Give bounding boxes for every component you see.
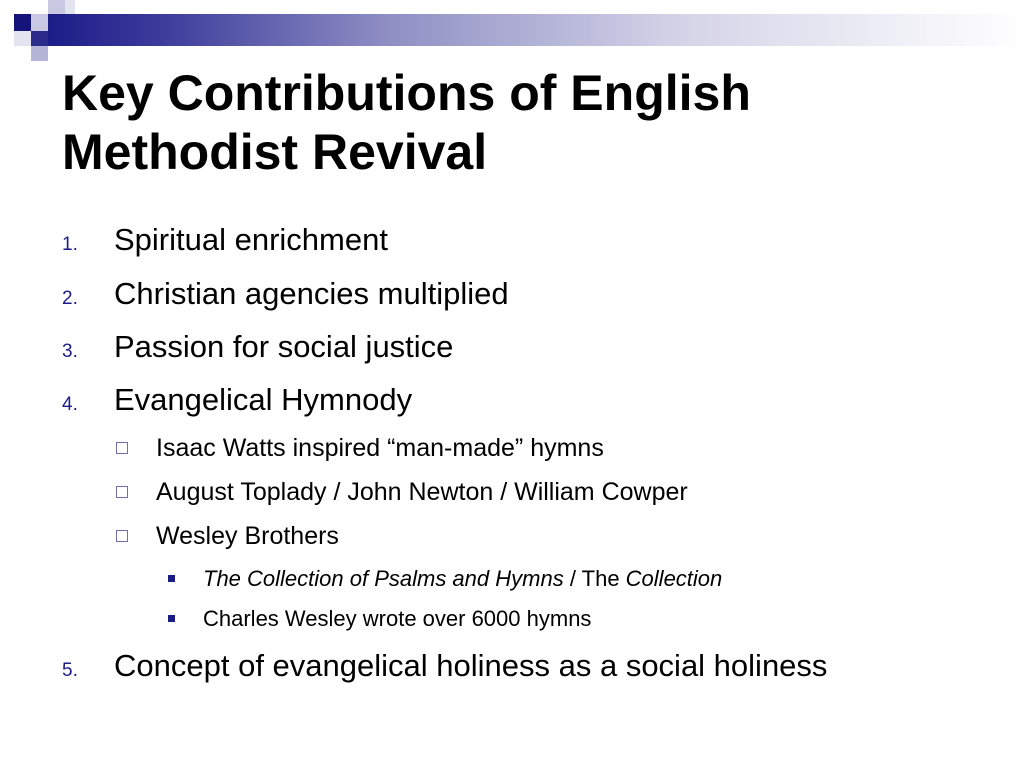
sub-sub-list-item	[168, 606, 591, 632]
sub-sub-item-text: Charles Wesley wrote over 6000 hymns	[203, 606, 592, 631]
list-item	[62, 329, 982, 365]
item-text: Christian agencies multiplied	[114, 276, 509, 311]
item-number: 5.	[62, 660, 78, 681]
sub-item-text: Wesley Brothers	[156, 522, 339, 550]
title-line-2: Methodist Revival	[62, 124, 488, 180]
decor-square	[14, 14, 31, 31]
item-number: 3.	[62, 341, 78, 362]
decor-square	[65, 0, 75, 14]
item-text: Passion for social justice	[114, 329, 454, 364]
book-title-short: Collection	[625, 566, 723, 591]
hollow-square-bullet-icon	[116, 442, 128, 454]
decor-square	[31, 46, 48, 61]
list-item	[62, 276, 982, 312]
filled-square-bullet-icon	[168, 615, 175, 622]
decor-square	[31, 14, 48, 31]
item-text: Concept of evangelical holiness as a social holiness	[114, 648, 828, 683]
sub-sub-list-item	[168, 566, 722, 592]
decor-square	[48, 0, 65, 14]
item-number: 2.	[62, 288, 78, 309]
item-text: Evangelical Hymnody	[114, 382, 413, 417]
sub-list-item	[116, 434, 604, 463]
decor-square	[31, 31, 48, 46]
sub-sub-item-text	[203, 566, 722, 592]
hollow-square-bullet-icon	[116, 530, 128, 542]
list-item	[62, 382, 982, 418]
decor-square	[14, 31, 31, 46]
header-gradient-band	[48, 14, 1024, 46]
filled-square-bullet-icon	[168, 575, 175, 582]
slide-title	[62, 64, 982, 182]
item-number: 4.	[62, 394, 78, 415]
sub-item-text: August Toplady / John Newton / William Cowper	[156, 478, 688, 506]
hollow-square-bullet-icon	[116, 486, 128, 498]
list-item	[62, 648, 982, 684]
separator-text: / The	[563, 566, 626, 591]
sub-list-item	[116, 478, 688, 507]
item-text: Spiritual enrichment	[114, 222, 388, 257]
item-number: 1.	[62, 234, 78, 255]
book-title: The Collection of Psalms and Hymns	[203, 566, 564, 591]
sub-list-item	[116, 522, 339, 551]
list-item	[62, 222, 982, 258]
sub-item-text: Isaac Watts inspired “man-made” hymns	[156, 434, 604, 462]
title-line-1: Key Contributions of English	[62, 65, 751, 121]
